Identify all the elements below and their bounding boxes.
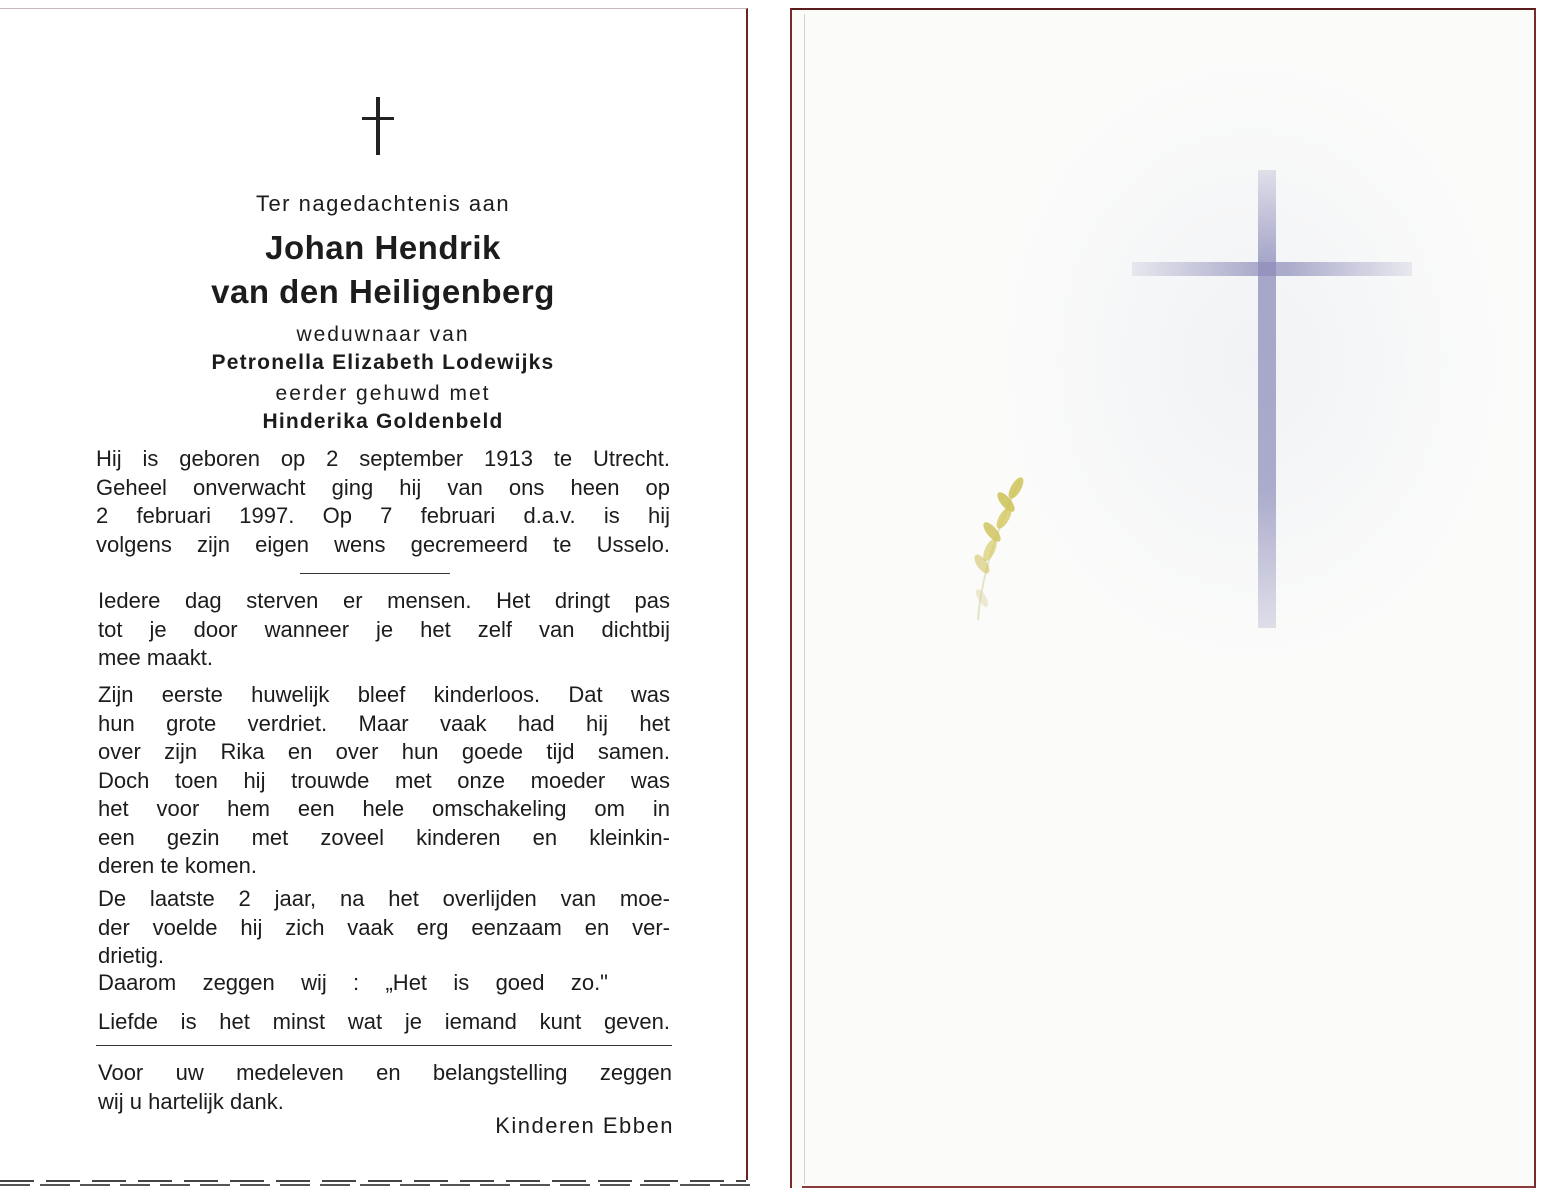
spouse-name-1: Petronella Elizabeth Lodewijks [211,351,555,374]
biography-line: Hij is geboren op 2 september 1913 te Utrecht. [96,446,670,471]
paragraph-line: over zijn Rika en over hun goede tijd samen. [98,739,670,764]
biography-paragraph [96,445,670,559]
paragraph-line: Iedere dag sterven er mensen. Het dringt pas [98,588,670,613]
card-fold-edge [804,14,805,1184]
relation-previously-married: eerder gehuwd met [275,382,491,405]
signature: Kinderen Ebben [495,1113,674,1138]
paragraph-line: deren te komen. [98,853,257,878]
paragraph-line: Daarom zeggen wij : „Het is goed zo." [98,970,608,995]
thanks-line: Voor uw medeleven en belangstelling zeggen [98,1060,672,1085]
thanks-line: wij u hartelijk dank. [98,1088,284,1114]
paragraph-line: drietig. [98,943,165,968]
memorial-card-front-side [790,8,1536,1188]
paragraph-line: Doch toen hij trouwde met onze moeder was [98,767,670,793]
large-cross-icon [1132,170,1412,630]
paragraph-line: Zijn eerste huwelijk bleef kinderloos. Dat was [98,682,670,707]
paragraph-love [98,1008,670,1037]
paragraph-line: tot je door wanneer je het zelf van dichtbij [98,616,670,642]
paragraph-line: hun grote verdriet. Maar vaak had hij het [98,710,670,736]
short-divider [300,573,450,574]
long-divider [96,1045,672,1046]
biography-line: 2 februari 1997. Op 7 februari d.a.v. is hij [96,503,670,528]
wheat-sprig-icon [960,460,1040,640]
paragraph-line: der voelde hij zich vaak erg eenzaam en ver- [98,914,670,940]
paragraph-line: een gezin met zoveel kinderen en kleinkin- [98,824,670,850]
paragraph-line: het voor hem een hele omschakeling om in [98,796,670,821]
spouse-name-2: Hinderika Goldenbeld [262,410,504,433]
card-edge [802,1186,1534,1188]
biography-line: Geheel onverwacht ging hij van ons heen op [96,474,670,500]
paragraph-people-die [98,587,670,673]
deceased-name-line2: van den Heiligenberg [211,273,555,310]
latin-cross-icon [362,97,394,155]
memorial-card-text-side [0,8,748,1180]
paragraph-it-is-good [98,969,608,998]
paragraph-line: De laatste 2 jaar, na het overlijden van moe- [98,886,670,911]
deceased-name-line1: Johan Hendrik [265,229,501,266]
card-edge [0,1180,746,1182]
paragraph-line: mee maakt. [98,645,213,670]
relation-widower: weduwnaar van [296,323,470,346]
biography-line: volgens zijn eigen wens gecremeerd te Usselo. [96,531,670,557]
paragraph-last-years [98,885,670,971]
thanks-paragraph [98,1059,672,1116]
paragraph-line: Liefde is het minst wat je iemand kunt geven. [98,1009,670,1034]
intro-text: Ter nagedachtenis aan [255,191,511,216]
paragraph-first-marriage [98,681,670,881]
scan-edge [0,1184,760,1186]
